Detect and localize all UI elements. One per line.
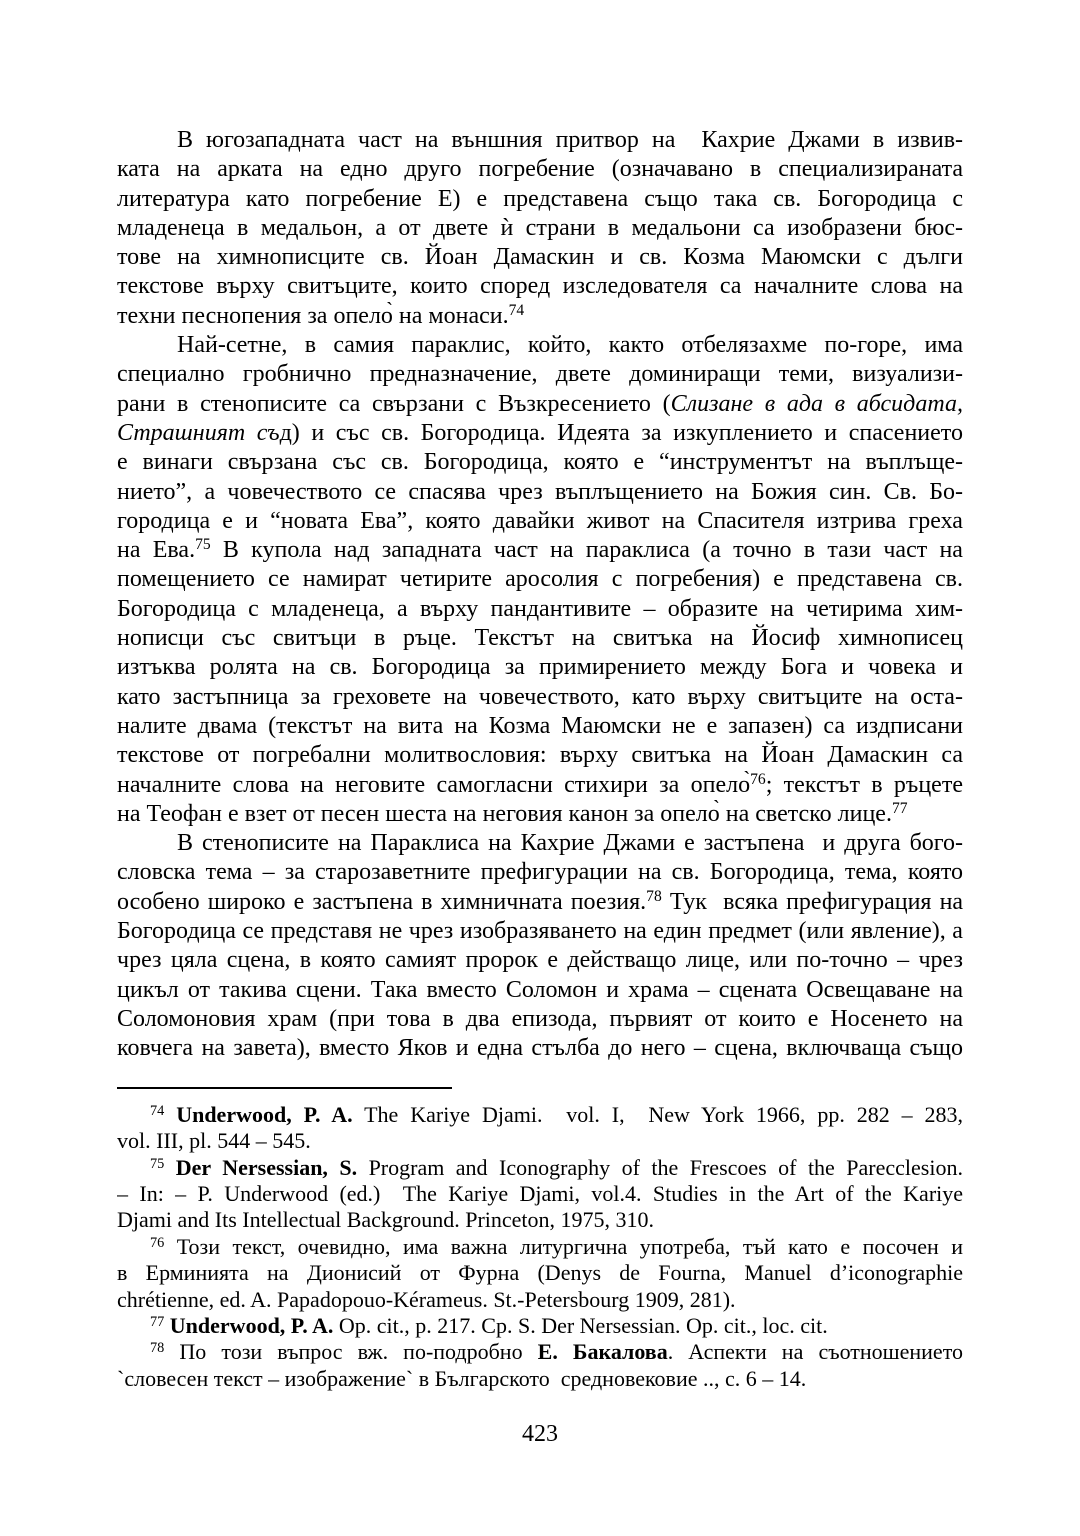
body-text-line: Богородица с младенеца, а върху пандантивите – образите на четирима хим- — [117, 595, 963, 622]
body-text-line: на Теофан е взет от песен шеста на неговия канон за опело̀ на светско лице.$^{77}$ — [117, 800, 908, 827]
body-text-line: В югозападната част на външния притвор на Кахрие Джами в извив- — [177, 127, 963, 153]
footnote-ref: 76 — [750, 770, 766, 788]
body-text-line: началните слова на неговите самогласни стихири за опело̀$^{76}$; текстът в ръцете — [117, 770, 963, 798]
body-text-line: словска тема – за старозаветните префигурации на св. Богородица, тема, която — [117, 859, 963, 886]
body-text-line: цикъл от такива сцени. Така вместо Соломон и храма – сцената Освещаване на — [117, 976, 963, 1003]
body-text-line: чрез цяла сцена, в която самият пророк е действащо лице, или по-точно – чрез — [117, 947, 963, 974]
footnote-separator — [117, 1087, 452, 1089]
body-text-line: нописци със свитъци в ръце. Текстът на свитъка на Йосиф химнописец — [117, 625, 963, 652]
footnote-number: 78 — [150, 1340, 165, 1357]
body-text-line: рани в стенописите са свързани с Възкресението (Слизане в ада в абсидата, — [117, 390, 963, 417]
body-text-line: ковчега на завета), вместо Яков и една стълба до него – сцена, включваща също — [117, 1035, 963, 1062]
body-text-line: е винаги свързана със св. Богородица, която е “инструментът на въплъще- — [117, 449, 963, 476]
footnote-line: Djami and Its Intellectual Background. Princeton, 1975, 310. — [117, 1207, 655, 1233]
body-text-line: Богородица се представя не чрез изобразяването на един предмет (или явление), а — [117, 918, 963, 945]
body-text-line: на Ева.$^{75}$ В купола над западната част на параклиса (а точно в тази част на — [117, 536, 963, 564]
footnote-number: 74 — [150, 1102, 165, 1119]
body-text-line: текстове върху свитъците, които според изследователя са началните слова на — [117, 273, 963, 300]
body-text-line: Страшният съд) и със св. Богородица. Идеята за изкуплението и спасението — [117, 419, 963, 446]
body-text-line: городица е и “новата Ева”, която давайки живот на Спасителя изтрива греха — [117, 507, 963, 534]
footnote-line: $^{78}$ По този въпрос вж. по-подробно Е. Бакалова. Аспекти на съотношението — [150, 1339, 963, 1365]
footnote-ref: 74 — [508, 301, 525, 319]
footnote-line: – In: – P. Underwood (ed.) The Kariye Djami, vol.4. Studies in the Art of the Kariye — [117, 1181, 963, 1207]
body-text-line: литература като погребение Е) е представена също така св. Богородица с — [117, 185, 963, 212]
body-text-line: особено широко е застъпена в химничната поезия.$^{78}$ Тук всяка префигурация на — [117, 887, 963, 915]
footnote-number: 75 — [150, 1155, 165, 1172]
footnote-line: в Ерминията на Дионисий от Фурна (Denys de Fourna, Manuel d’iconographie — [117, 1260, 963, 1286]
footnote-ref: 77 — [891, 800, 908, 818]
body-text-line: текстове от погребални молитвословия: върху свитъка на Йоан Дамаскин са — [117, 742, 963, 769]
footnote-line: vol. III, pl. 544 – 545. — [117, 1128, 311, 1154]
footnote-line: $^{76}$ Този текст, очевидно, има важна литургична употреба, тъй като е посочен и — [150, 1233, 963, 1259]
footnote-ref: 78 — [646, 887, 662, 905]
body-text-line: нието”, а човечеството се спасява чрез въплъщението на Божия син. Св. Бо- — [117, 478, 963, 505]
body-text-line: като застъпница за греховете на човечеството, като върху свитъците на оста- — [117, 683, 963, 710]
body-text-line: В стенописите на Параклиса на Кахрие Джами е застъпена и друга бого- — [177, 830, 963, 857]
footnote-line: `словесен текст – изображение` в Българското средновековие .., с. 6 – 14. — [117, 1365, 807, 1391]
body-text-line: тове на химнописците св. Йоан Дамаскин и св. Козма Маюмски с дълги — [117, 244, 963, 271]
body-text-line: ката на арката на едно друго погребение (означавано в специализираната — [117, 156, 963, 183]
footnote-number: 77 — [150, 1313, 165, 1330]
body-text-line: Най-сетне, в самия параклис, който, както отбелязахме по-горе, има — [177, 332, 963, 359]
page-number: 423 — [522, 1421, 558, 1447]
body-text-line: изтъква ролята на св. Богородица за примирението между Бога и човека и — [117, 654, 963, 681]
body-text-line: младенеца в медальон, а от двете ѝ страни в медальони са изобразени бюс- — [117, 214, 963, 241]
footnote-line: $^{75}$ Der Nersessian, S. Program and Iconography of the Frescoes of the Parecclesion. — [150, 1154, 963, 1180]
body-text — [117, 126, 963, 1064]
body-text-line: техни песнопения за опело̀ на монаси.$^{74}$ — [117, 301, 525, 329]
footnotes — [117, 1102, 963, 1392]
footnote-line: chrétienne, ed. A. Papadopouo-Kérameus. St.-Petersbourg 1909, 281). — [117, 1286, 736, 1312]
footnote-number: 76 — [150, 1234, 165, 1251]
footnote-line: $^{77}$ Underwood, P. A. Op. cit., p. 217. Ср. S. Der Nersessian. Op. cit., loc. cit. — [150, 1312, 828, 1338]
footnote-line: $^{74}$ Underwood, P. A. The Kariye Djami. vol. I, New York 1966, pp. 282 – 283, — [150, 1102, 963, 1127]
body-text-line: помещението се намират четирите аросолия с погребения) е представена св. — [117, 566, 963, 593]
body-text-line: специално гробнично предназначение, двете доминиращи теми, визуализи- — [117, 361, 963, 388]
body-text-line: налите двама (текстът на вита на Козма Маюмски не е запазен) са издписани — [117, 712, 963, 739]
body-text-line: Соломоновия храм (при това в два епизода, първият от които е Носенето на — [117, 1005, 963, 1032]
footnote-ref: 75 — [195, 536, 211, 554]
